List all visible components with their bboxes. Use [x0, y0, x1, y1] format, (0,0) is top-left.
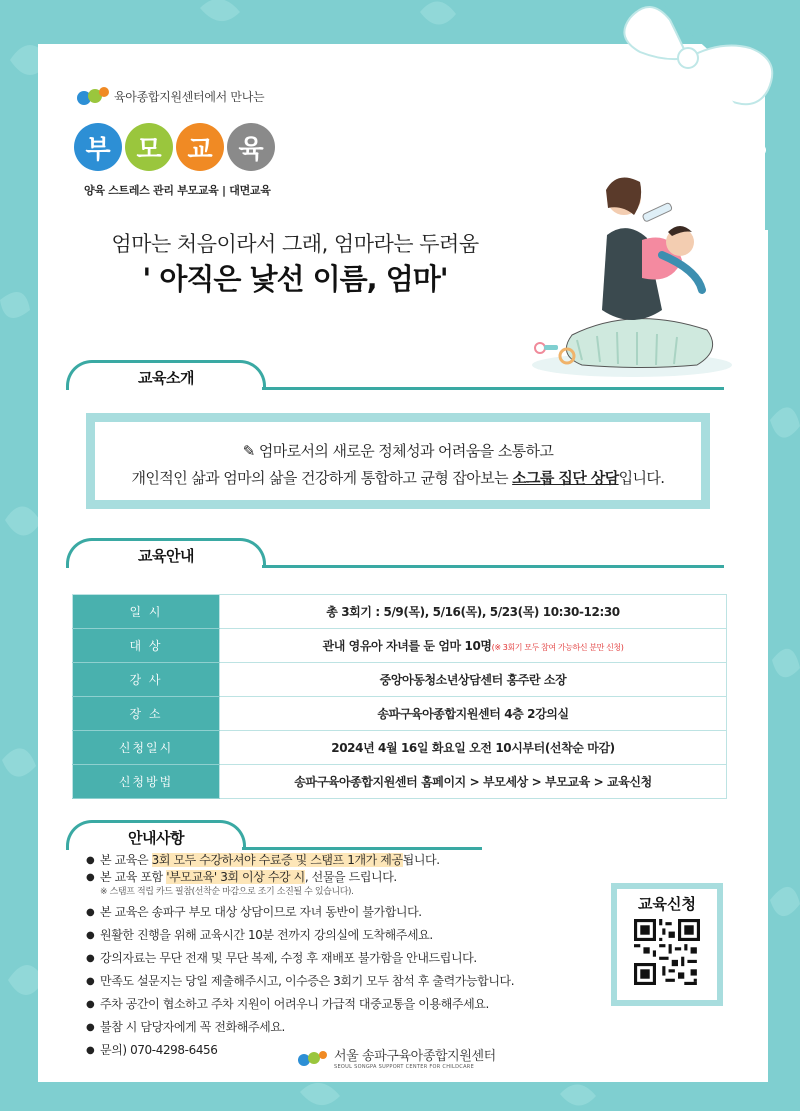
program-subtitle: 양육 스트레스 관리 부모교육 | 대면교육 — [84, 184, 271, 197]
footer-logo — [296, 1045, 496, 1070]
headline-title: ' 아직은 낯선 이름, 엄마' — [142, 262, 448, 296]
notice-highlight: 3회 모두 수강하셔야 수료증 및 스탬프 1개가 제공 — [151, 853, 403, 867]
notice-text-part: 본 교육 포함 — [100, 870, 167, 884]
section-title-guide: 교육안내 — [138, 547, 194, 565]
section-title-intro: 교육소개 — [138, 369, 194, 387]
bullet-icon: ● — [86, 999, 95, 1010]
notice-text: 본 교육은 송파구 부모 대상 상담이므로 자녀 동반이 불가합니다. — [100, 905, 422, 919]
qr-title: 교육신청 — [638, 895, 696, 913]
intro-box — [86, 413, 710, 509]
table-key: 강 사 — [73, 663, 220, 697]
notice-text-part: 본 교육은 — [100, 853, 152, 867]
table-value: 총 3회기 : 5/9(목), 5/16(목), 5/23(목) 10:30-12:30 — [220, 595, 727, 629]
table-value: 중앙아동청소년상담센터 홍주란 소장 — [220, 663, 727, 697]
notice-text-part: 됩니다. — [402, 853, 440, 867]
table-value — [220, 629, 727, 663]
qr-code-icon[interactable] — [634, 919, 700, 985]
notice-text: 주차 공간이 협소하고 주차 지원이 어려우니 가급적 대중교통을 이용해주세요. — [100, 997, 489, 1011]
list-item — [86, 852, 606, 869]
center-logo-icon — [76, 82, 110, 110]
bullet-icon: ● — [86, 930, 95, 941]
notice-text — [100, 869, 397, 886]
target-text: 관내 영유아 자녀를 둔 엄마 10명 — [322, 639, 492, 653]
table-row — [73, 595, 727, 629]
brand-pre-title: 육아종합지원센터에서 만나는 — [114, 89, 265, 104]
list-item — [86, 869, 606, 886]
notice-subnote: ※ 스탬프 적립 카드 필참(선착순 마감으로 조기 소진될 수 있습니다). — [100, 887, 354, 897]
table-key: 대 상 — [73, 629, 220, 663]
intro-line2 — [95, 467, 701, 488]
table-row — [73, 663, 727, 697]
education-info-table — [72, 594, 727, 799]
list-item — [86, 996, 606, 1013]
headline-line1: 엄마는 처음이라서 그래, 엄마라는 두려움 — [111, 232, 479, 256]
bullet-icon: ● — [86, 1022, 95, 1033]
table-key: 신청방법 — [73, 765, 220, 799]
table-key: 일 시 — [73, 595, 220, 629]
table-key: 신청일시 — [73, 731, 220, 765]
table-row — [73, 765, 727, 799]
pencil-icon: ✎ — [242, 442, 255, 460]
table-key: 장 소 — [73, 697, 220, 731]
section-header-guide — [66, 538, 726, 572]
notice-text-part: , 선물을 드립니다. — [304, 870, 397, 884]
notice-highlight: '부모교육' 3회 이상 수강 시 — [166, 870, 305, 884]
bullet-icon: ● — [86, 855, 95, 866]
section-divider — [262, 387, 724, 390]
section-title-notice: 안내사항 — [128, 829, 184, 847]
intro-emphasis: 소그룹 집단 상담 — [512, 469, 619, 487]
section-header-notice — [66, 820, 486, 854]
section-divider — [242, 847, 482, 850]
notice-text: 강의자료는 무단 전재 및 무단 복제, 수정 후 재배포 불가함을 안내드립니다. — [100, 951, 477, 965]
table-row — [73, 697, 727, 731]
notice-text: 불참 시 담당자에게 꼭 전화해주세요. — [100, 1020, 285, 1034]
table-row — [73, 731, 727, 765]
list-item — [86, 904, 606, 921]
footer-text — [334, 1045, 496, 1070]
title-chip: 부 — [74, 123, 122, 171]
title-chip: 육 — [227, 123, 275, 171]
intro-line1-text: 엄마로서의 새로운 정체성과 어려움을 소통하고 — [258, 442, 554, 460]
list-item — [86, 950, 606, 967]
bullet-icon: ● — [86, 907, 95, 918]
notice-text: 원활한 진행을 위해 교육시간 10분 전까지 강의실에 도착해주세요. — [100, 928, 433, 942]
table-row — [73, 629, 727, 663]
bullet-icon: ● — [86, 976, 95, 987]
bullet-icon: ● — [86, 872, 95, 883]
footer-center-name: 서울 송파구육아종합지원센터 — [334, 1049, 496, 1064]
section-divider — [262, 565, 724, 568]
table-value: 송파구육아종합지원센터 홈페이지 > 부모세상 > 부모교육 > 교육신청 — [220, 765, 727, 799]
bullet-icon: ● — [86, 953, 95, 964]
section-header-intro — [66, 360, 726, 394]
footer-center-name-en: SEOUL SONGPA SUPPORT CENTER FOR CHILDCARE — [334, 1064, 475, 1070]
title-chip: 모 — [125, 123, 173, 171]
contact-text: 문의) 070-4298-6456 — [100, 1043, 218, 1057]
brand-header — [76, 82, 264, 110]
center-logo-icon — [296, 1046, 330, 1070]
intro-line1 — [95, 440, 701, 461]
qr-apply-box[interactable] — [611, 883, 723, 1006]
notice-text — [100, 852, 440, 869]
table-value: 송파구육아종합지원센터 4층 2강의실 — [220, 697, 727, 731]
target-note: (※ 3회기 모두 참여 가능하신 분만 신청) — [491, 643, 624, 652]
notice-text: 만족도 설문지는 당일 제출해주시고, 이수증은 3회기 모두 참석 후 출력가능합니다. — [100, 974, 515, 988]
mother-feeding-baby-illustration — [522, 160, 737, 385]
intro-line2-pre: 개인적인 삶과 엄마의 삶을 건강하게 통합하고 균형 잡아보는 — [131, 469, 513, 487]
list-item — [86, 927, 606, 944]
notice-list — [86, 852, 606, 1059]
title-chips — [74, 123, 275, 171]
bullet-icon: ● — [86, 1045, 95, 1056]
title-chip: 교 — [176, 123, 224, 171]
table-value: 2024년 4월 16일 화요일 오전 10시부터(선착순 마감) — [220, 731, 727, 765]
list-item — [86, 1019, 606, 1036]
list-item — [86, 973, 606, 990]
intro-line2-post: 입니다. — [618, 469, 665, 487]
